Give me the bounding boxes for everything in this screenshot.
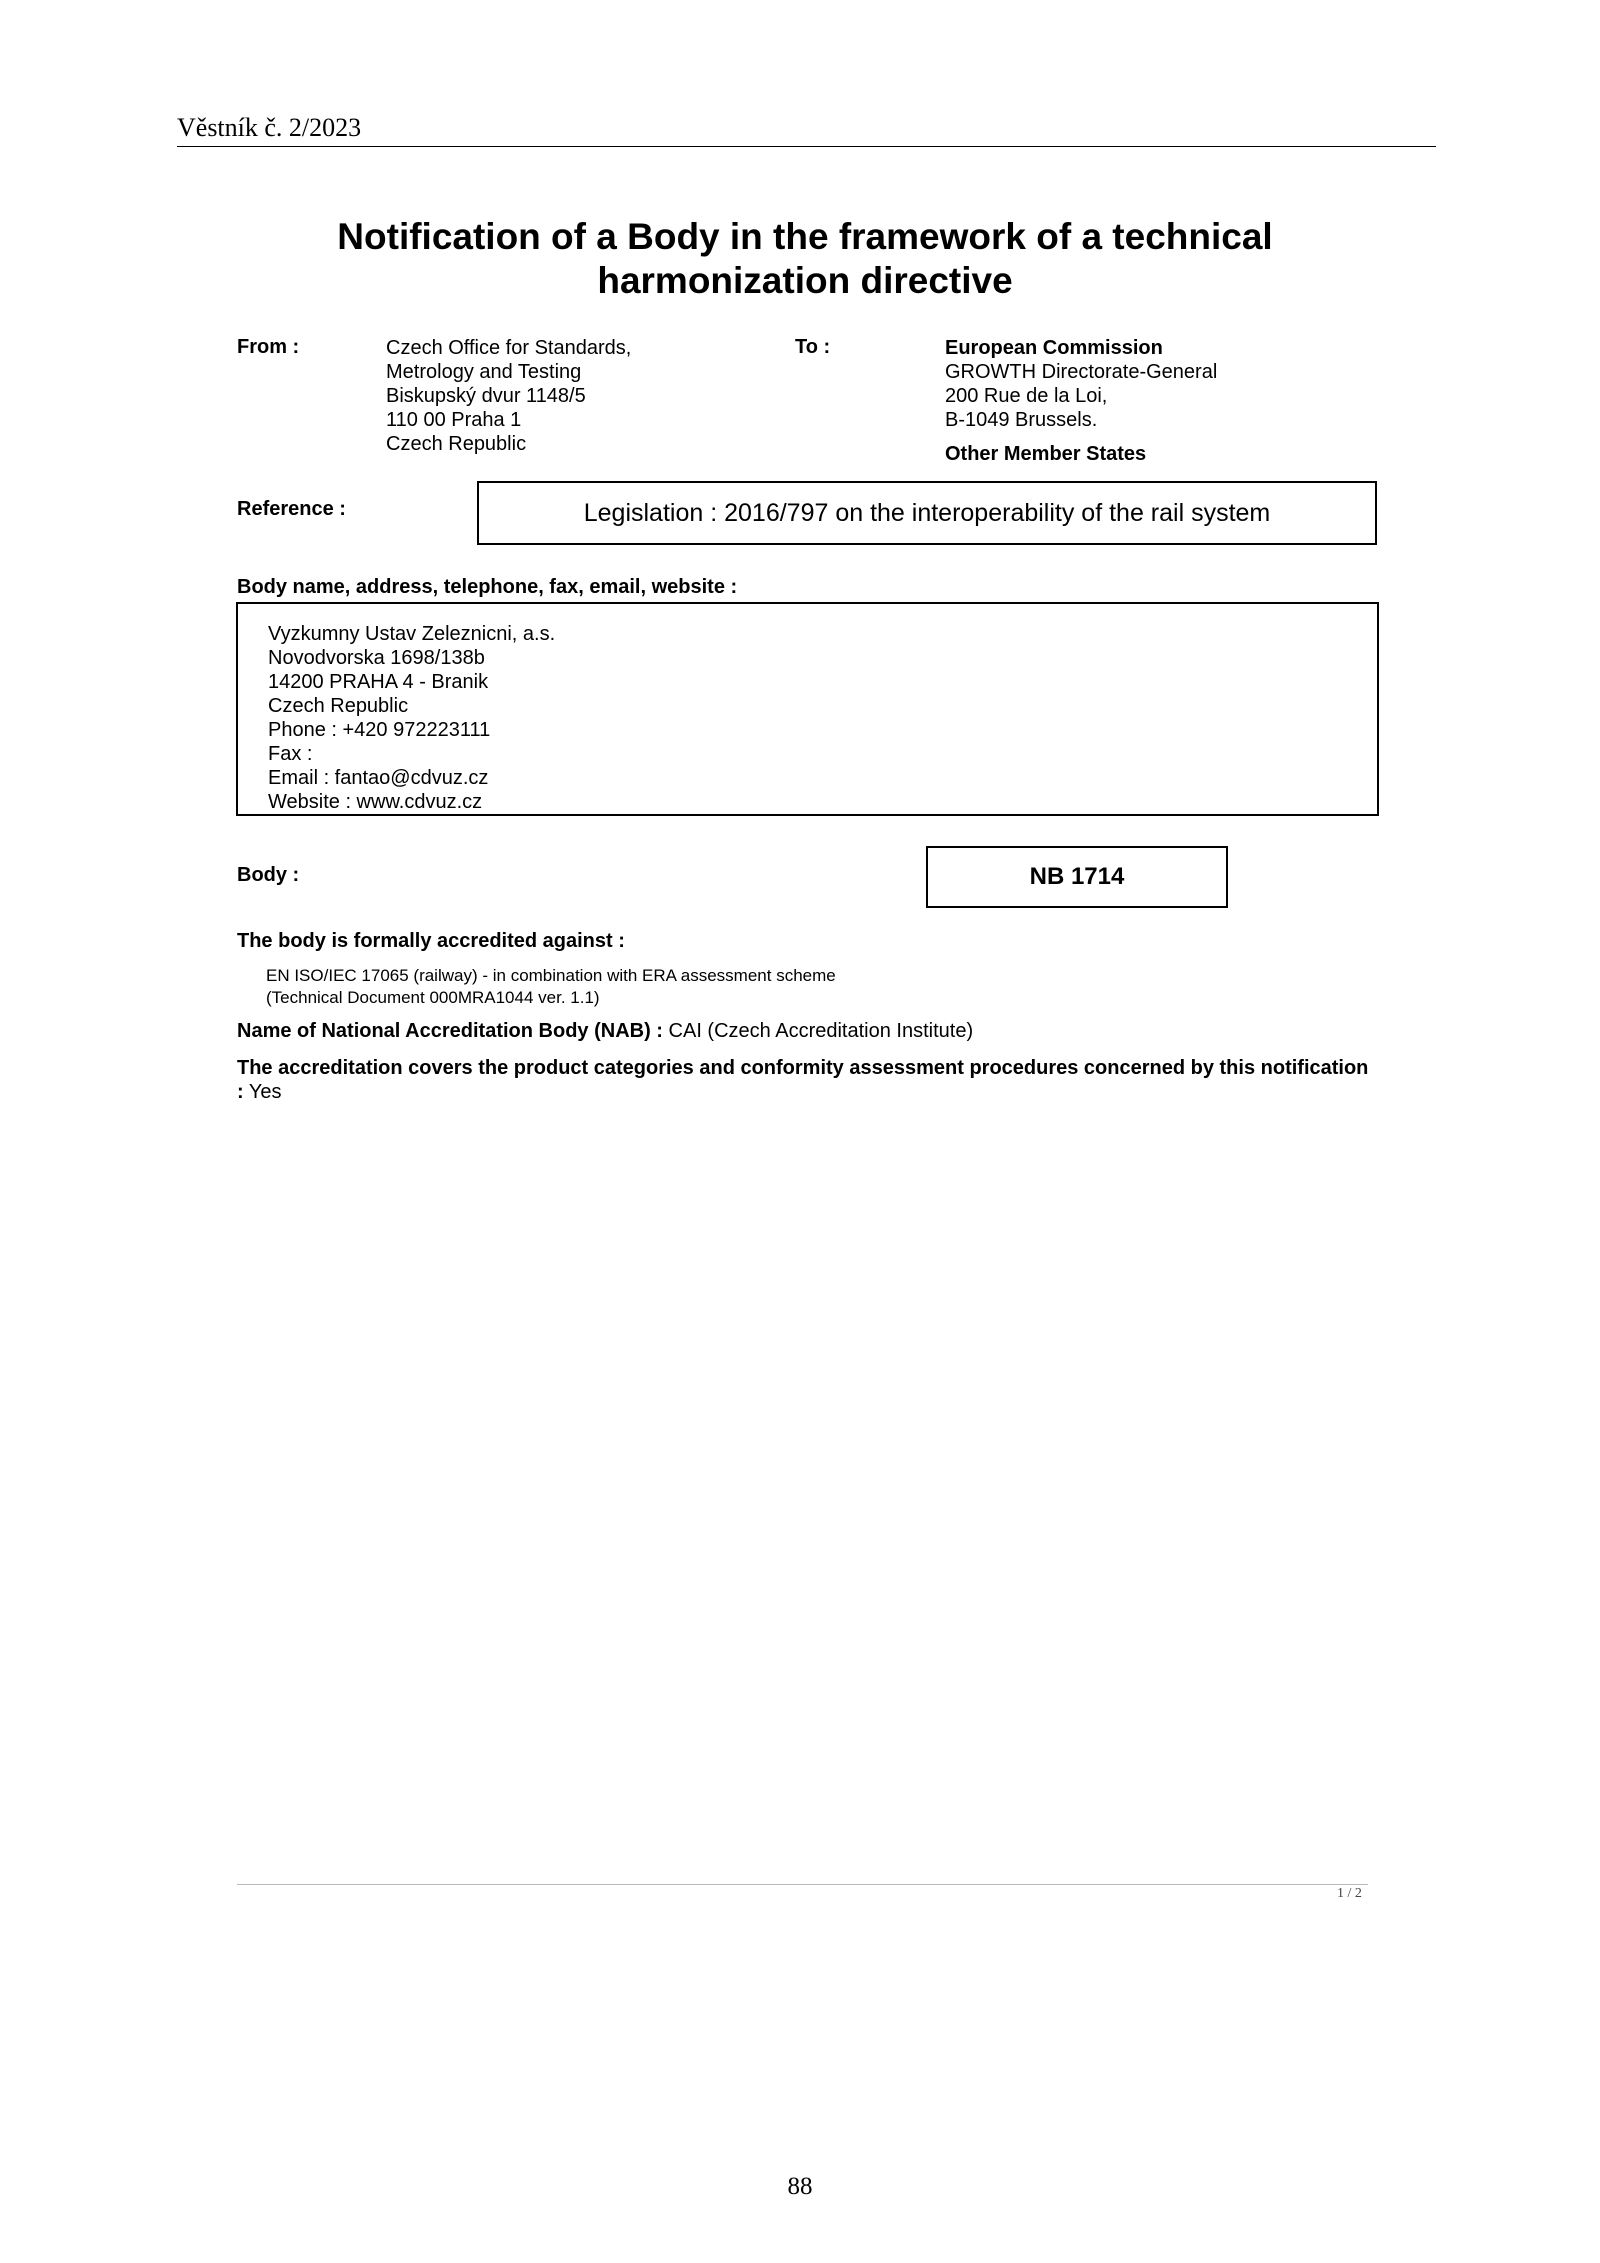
body-info-line: Fax : bbox=[268, 743, 313, 765]
accreditation-standards bbox=[266, 965, 836, 1009]
to-other-recipients: Other Member States bbox=[945, 443, 1147, 465]
coverage-value: Yes bbox=[248, 1081, 282, 1103]
to-line: B-1049 Brussels. bbox=[945, 409, 1098, 431]
body-info-line: Phone : +420 972223111 bbox=[268, 719, 491, 741]
reference-box bbox=[477, 481, 1377, 545]
document-title: Notification of a Body in the framework of a technical harmonization directive bbox=[337, 216, 1273, 301]
notified-body-number: NB 1714 bbox=[1029, 863, 1125, 890]
coverage-statement bbox=[237, 1056, 1377, 1104]
body-info-line: Email : fantao@cdvuz.cz bbox=[268, 767, 489, 789]
body-info-line: Website : www.cdvuz.cz bbox=[268, 791, 483, 813]
accreditation-label: The body is formally accredited against : bbox=[237, 930, 625, 952]
body-info-label: Body name, address, telephone, fax, email, website : bbox=[237, 576, 738, 598]
body-info-line: Czech Republic bbox=[268, 695, 409, 717]
from-line: Czech Office for Standards, bbox=[386, 337, 632, 359]
reference-label: Reference : bbox=[237, 498, 346, 520]
to-label: To : bbox=[795, 336, 831, 358]
from-line: Metrology and Testing bbox=[386, 361, 582, 383]
nab-statement bbox=[237, 1020, 973, 1043]
nab-value: CAI (Czech Accreditation Institute) bbox=[668, 1020, 974, 1042]
page-fraction: 1 / 2 bbox=[1337, 1886, 1362, 1901]
body-label: Body : bbox=[237, 864, 300, 886]
from-line: Biskupský dvur 1148/5 bbox=[386, 385, 586, 407]
footer-divider bbox=[237, 1884, 1368, 1885]
page-number: 88 bbox=[787, 2173, 813, 2200]
to-recipient-name: European Commission bbox=[945, 337, 1163, 359]
nab-label: Name of National Accreditation Body (NAB) : bbox=[237, 1020, 663, 1042]
journal-header: Věstník č. 2/2023 bbox=[177, 113, 362, 142]
accreditation-line: (Technical Document 000MRA1044 ver. 1.1) bbox=[266, 988, 600, 1007]
notified-body-number-box bbox=[926, 846, 1228, 908]
from-line: Czech Republic bbox=[386, 433, 527, 455]
from-label: From : bbox=[237, 336, 300, 358]
from-line: 110 00 Praha 1 bbox=[386, 409, 522, 431]
header-divider bbox=[177, 146, 1436, 147]
to-line: GROWTH Directorate-General bbox=[945, 361, 1218, 383]
from-address bbox=[386, 336, 631, 456]
to-address bbox=[945, 336, 1217, 466]
to-line: 200 Rue de la Loi, bbox=[945, 385, 1108, 407]
body-info-line: 14200 PRAHA 4 - Branik bbox=[268, 671, 489, 693]
body-info-line: Vyzkumny Ustav Zeleznicni, a.s. bbox=[268, 623, 556, 645]
body-info-box bbox=[236, 602, 1379, 816]
body-info-line: Novodvorska 1698/138b bbox=[268, 647, 485, 669]
accreditation-line: EN ISO/IEC 17065 (railway) - in combination with ERA assessment scheme bbox=[266, 966, 836, 985]
reference-value: Legislation : 2016/797 on the interoperability of the rail system bbox=[583, 498, 1271, 527]
coverage-label: The accreditation covers the product categories and conformity assessment procedures concerned by this notification : bbox=[237, 1057, 1369, 1103]
